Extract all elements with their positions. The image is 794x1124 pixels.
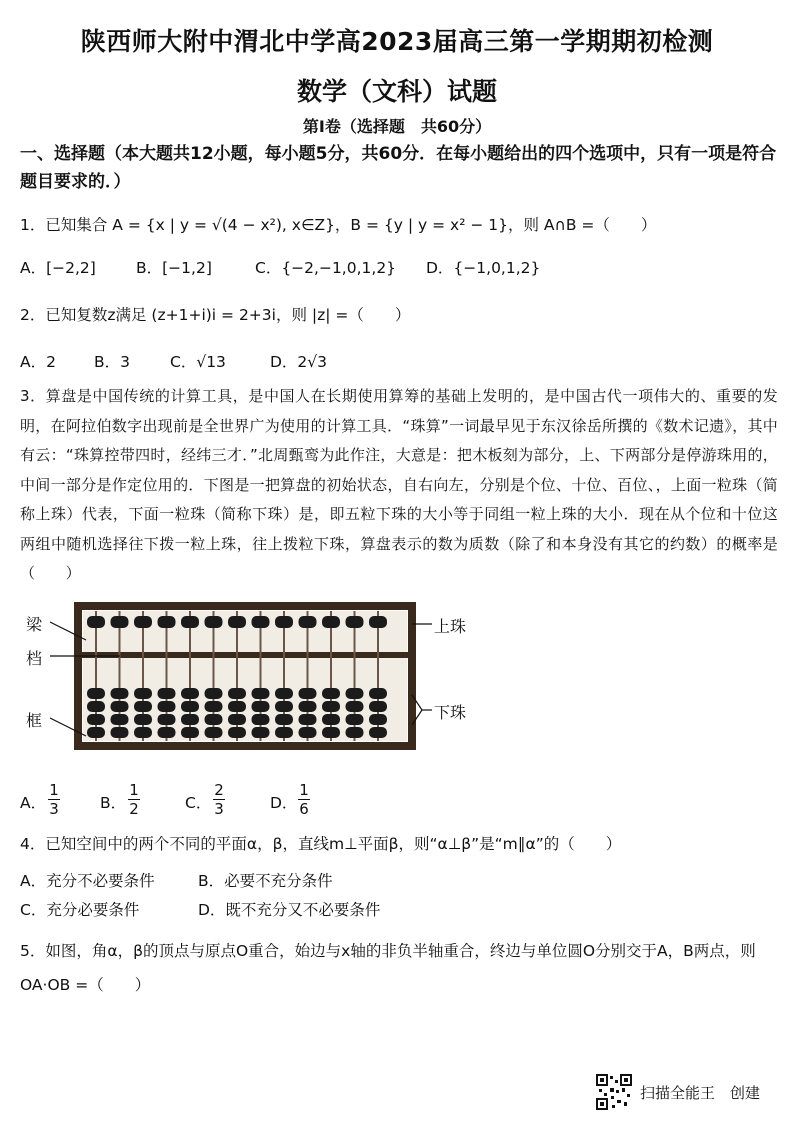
abacus-lower-bead xyxy=(346,688,364,699)
label-upper-bead: 上珠 xyxy=(434,617,467,636)
abacus-upper-bead xyxy=(111,616,129,628)
fraction-numerator: 2 xyxy=(214,781,224,799)
label-rod: 档 xyxy=(26,649,43,668)
abacus-lower-bead xyxy=(299,714,317,725)
scanner-watermark xyxy=(596,1074,760,1110)
abacus-figure xyxy=(20,600,480,760)
fraction-denominator: 3 xyxy=(214,800,224,818)
abacus-lower-bead xyxy=(299,727,317,738)
question-4-text: 4．已知空间中的两个不同的平面α，β，直线m⊥平面β，则“α⊥β”是“m∥α”的（ ） xyxy=(20,835,622,853)
abacus-lower-bead xyxy=(205,701,223,712)
q4-option-c[interactable]: C．充分必要条件 xyxy=(20,901,140,919)
q4-option-b[interactable]: B．必要不充分条件 xyxy=(198,872,333,890)
abacus-lower-bead xyxy=(158,701,176,712)
q3-option-d-letter: D． xyxy=(270,794,298,812)
abacus-lower-bead xyxy=(299,688,317,699)
abacus-lower-bead xyxy=(252,701,270,712)
abacus-lower-bead xyxy=(158,714,176,725)
abacus-lower-bead xyxy=(252,714,270,725)
abacus-upper-bead xyxy=(299,616,317,628)
q3-option-d-fraction xyxy=(298,782,310,817)
abacus-upper-bead xyxy=(322,616,340,628)
abacus-lower-bead xyxy=(369,727,387,738)
q1-option-c[interactable]: C．{−2,−1,0,1,2} xyxy=(255,259,397,277)
q1-option-d[interactable]: D．{−1,0,1,2} xyxy=(426,259,541,277)
label-frame: 框 xyxy=(26,711,43,730)
abacus-lower-bead xyxy=(322,727,340,738)
abacus-lower-bead xyxy=(87,727,105,738)
abacus-lower-bead xyxy=(346,701,364,712)
abacus-lower-bead xyxy=(228,701,246,712)
label-beam: 梁 xyxy=(26,615,43,634)
fraction-denominator: 3 xyxy=(49,800,59,818)
q2-option-d[interactable]: D．2√3 xyxy=(270,353,328,371)
abacus-upper-bead xyxy=(252,616,270,628)
q1-option-b[interactable]: B．[−1,2] xyxy=(136,259,212,277)
question-4-options xyxy=(20,870,520,930)
q2-option-a[interactable]: A．2 xyxy=(20,353,56,371)
q2-option-b[interactable]: B．3 xyxy=(94,353,130,371)
q3-option-a-fraction xyxy=(48,782,60,817)
q3-option-b-fraction xyxy=(128,782,140,817)
abacus-lower-bead xyxy=(275,688,293,699)
abacus-lower-bead xyxy=(87,688,105,699)
q3-option-b-letter: B． xyxy=(100,794,127,812)
abacus-lower-bead xyxy=(181,714,199,725)
abacus-upper-bead xyxy=(346,616,364,628)
exam-title: 陕西师大附中渭北中学高2023届高三第一学期期初检测 xyxy=(80,27,714,56)
question-5-text: 5．如图，角α，β的顶点与原点O重合，始边与x轴的非负半轴重合，终边与单位圆O分别交于A，B两点，则 xyxy=(20,942,756,960)
abacus-upper-bead xyxy=(158,616,176,628)
abacus-lower-bead xyxy=(158,688,176,699)
question-1-text: 1．已知集合 A = {x | y = √(4 − x²), x∈Z}，B = {y | y = x² − 1}，则 A∩B =（ ） xyxy=(20,216,657,234)
fraction-numerator: 1 xyxy=(129,781,139,799)
abacus-lower-bead xyxy=(134,727,152,738)
q3-option-c-letter: C． xyxy=(185,794,212,812)
abacus-lower-bead xyxy=(134,688,152,699)
abacus-lower-bead xyxy=(134,714,152,725)
abacus-lower-bead xyxy=(252,727,270,738)
abacus-drawing xyxy=(20,600,480,760)
abacus-upper-bead xyxy=(275,616,293,628)
abacus-lower-bead xyxy=(134,701,152,712)
abacus-lower-bead xyxy=(299,701,317,712)
abacus-lower-bead xyxy=(275,701,293,712)
abacus-lower-bead xyxy=(322,714,340,725)
question-3-options xyxy=(20,782,350,822)
abacus-lower-bead xyxy=(205,727,223,738)
question-5-expression: OA·OB =（ ） xyxy=(20,976,151,994)
abacus-lower-bead xyxy=(181,701,199,712)
abacus-upper-bead xyxy=(228,616,246,628)
abacus-upper-bead xyxy=(134,616,152,628)
abacus-upper-bead xyxy=(181,616,199,628)
fraction-denominator: 6 xyxy=(299,800,309,818)
abacus-lower-bead xyxy=(346,714,364,725)
abacus-lower-bead xyxy=(346,727,364,738)
abacus-lower-bead xyxy=(369,714,387,725)
abacus-lower-bead xyxy=(87,714,105,725)
abacus-lower-bead xyxy=(111,714,129,725)
fraction-denominator: 2 xyxy=(129,800,139,818)
question-3-text: 3．算盘是中国传统的计算工具，是中国人在长期使用算筹的基础上发明的，是中国古代一项伟大的、重要的发明，在阿拉伯数字出现前是全世界广为使用的计算工具．“珠算”一词最早见于东汉徐岳所撰的《数术记遗》，其中有云：“珠算控带四时，经纬三才．”北周甄鸾为此作注，大意是：把木板刻为部分，上、下两部分是停游珠用的，中间一部分是作定位用的．下图是一把算盘的初始状态，自右向左，分别是个位、十位、百位、，上面一粒珠（简称上珠）代表，下面一粒珠（简称下珠）是，即五粒下珠的大小等于同组一粒上珠的大小．现在从个位和十位这两组中随机选择往下拨一粒上珠，往上拨粒下珠，算盘表示的数为质数（除了和本身没有其它的约数）的概率是（ ） xyxy=(20,387,778,582)
abacus-lower-bead xyxy=(369,701,387,712)
abacus-lower-bead xyxy=(111,688,129,699)
question-2-text: 2．已知复数z满足 (z+1+i)i = 2+3i，则 |z| =（ ） xyxy=(20,306,411,324)
abacus-lower-bead xyxy=(322,701,340,712)
section-heading: 一、选择题（本大题共12小题，每小题5分，共60分．在每小题给出的四个选项中，只有一项是符合题目要求的．） xyxy=(20,144,777,192)
abacus-lower-bead xyxy=(228,727,246,738)
q4-option-d[interactable]: D．既不充分又不必要条件 xyxy=(198,901,381,919)
abacus-lower-bead xyxy=(111,701,129,712)
q4-option-a[interactable]: A．充分不必要条件 xyxy=(20,872,155,890)
abacus-upper-bead xyxy=(205,616,223,628)
qr-code-icon xyxy=(596,1074,632,1110)
abacus-lower-bead xyxy=(228,714,246,725)
abacus-lower-bead xyxy=(275,714,293,725)
abacus-lower-bead xyxy=(228,688,246,699)
abacus-lower-bead xyxy=(181,688,199,699)
abacus-lower-bead xyxy=(252,688,270,699)
abacus-lower-bead xyxy=(369,688,387,699)
scanner-brand-text: 扫描全能王 创建 xyxy=(640,1083,761,1102)
abacus-lower-bead xyxy=(181,727,199,738)
exam-subtitle: 数学（文科）试题 xyxy=(296,77,497,106)
abacus-lower-bead xyxy=(111,727,129,738)
abacus-lower-bead xyxy=(205,714,223,725)
q2-option-c[interactable]: C．√13 xyxy=(170,353,226,371)
label-lower-bead: 下珠 xyxy=(434,703,467,722)
fraction-numerator: 1 xyxy=(49,781,59,799)
part-title: 第Ⅰ卷（选择题 共60分） xyxy=(302,117,492,136)
abacus-upper-bead xyxy=(87,616,105,628)
fraction-numerator: 1 xyxy=(299,781,309,799)
abacus-lower-bead xyxy=(158,727,176,738)
abacus-lower-bead xyxy=(275,727,293,738)
abacus-lower-bead xyxy=(322,688,340,699)
q3-option-a-letter: A． xyxy=(20,794,47,812)
abacus-upper-bead xyxy=(369,616,387,628)
q3-option-c-fraction xyxy=(213,782,225,817)
q1-option-a[interactable]: A．[−2,2] xyxy=(20,259,96,277)
abacus-lower-bead xyxy=(87,701,105,712)
abacus-lower-bead xyxy=(205,688,223,699)
